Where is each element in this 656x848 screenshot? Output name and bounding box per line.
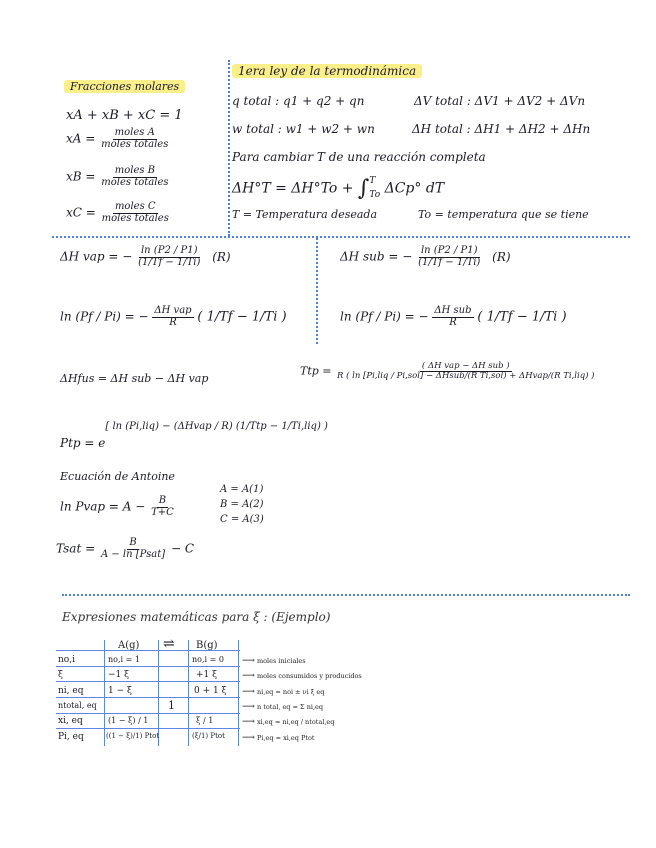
- t-definition: T = Temperatura deseada: [232, 208, 378, 221]
- antoine-title: Ecuación de Antoine: [60, 470, 175, 483]
- ptp-equation: Ptp = e[ ln (Pi,liq) − (ΔHvap / R) (1/Ttp − 1/Ti,liq) ): [60, 421, 328, 450]
- dh-sub-equation: ΔH sub = − $\frac{\ln (P2 / P1)}{(1/Tf - 1/Ti)}$ (R): [340, 245, 511, 268]
- col-header-eq: ⇌: [163, 636, 175, 652]
- table-col-line: [188, 640, 189, 746]
- row-label: ni, eq: [58, 686, 84, 696]
- row-label: Pi, eq: [58, 732, 84, 742]
- to-definition: To = temperatura que se tiene: [418, 208, 589, 221]
- tsat-equation: Tsat = $\frac{B}{\text{A − ln [Psat]}}$ − C: [56, 537, 195, 560]
- horizontal-divider-1: [52, 236, 630, 238]
- integral-sign: ∫: [357, 175, 370, 201]
- cell-b: 0 + 1 ξ: [194, 686, 227, 696]
- table-row-line: [56, 728, 240, 729]
- cell-b: ξ / 1: [196, 716, 214, 725]
- table-col-line: [104, 640, 105, 746]
- cell-a: −1 ξ: [108, 670, 130, 680]
- table-col-line: [158, 640, 159, 746]
- row-label: no,i: [58, 655, 75, 665]
- table-row-line: [56, 681, 240, 682]
- row-note: ⟶ xi,eq = ni,eq / ntotal,eq: [242, 717, 335, 727]
- cell-a: 1 − ξ: [108, 686, 132, 696]
- ln-vap-equation: ln (Pf / Pi) = − $\frac{\text{ΔH vap}}{R}$ ( 1/Tf − 1/Ti ): [60, 305, 287, 328]
- antoine-a: A = A(1): [220, 484, 264, 495]
- table-col-line: [238, 640, 239, 746]
- xc-equation: xC = $\frac{\text{moles C}}{\text{moles totales}}$: [66, 201, 169, 224]
- row-label: xi, eq: [58, 716, 83, 726]
- cell-mid: 1: [168, 699, 175, 712]
- dh-fus-equation: ΔHfus = ΔH sub − ΔH vap: [60, 372, 209, 385]
- row-note: ⟶ Pi,eq = xi,eq Ptot: [242, 733, 315, 743]
- vertical-divider-mid: [316, 238, 318, 344]
- row-note: ⟶ ni,eq = noi ± νi ξ eq: [242, 687, 325, 697]
- fracciones-sum-eq: xA + xB + xC = 1: [66, 108, 183, 123]
- table-row-line: [56, 713, 240, 714]
- xa-equation: xA = $\frac{\text{moles A}}{\text{moles totales}}$: [66, 127, 169, 150]
- vertical-divider-top: [228, 60, 230, 236]
- table-row-line: [56, 697, 240, 698]
- termo-title: 1era ley de la termodinámica: [232, 64, 422, 78]
- cell-b: (ξ/1) Ptot: [192, 732, 225, 740]
- col-header-a: A(g): [118, 640, 140, 651]
- row-note: ⟶ moles iniciales: [242, 656, 306, 666]
- fracciones-title: Fracciones molares: [64, 80, 185, 93]
- dh-total: ΔH total : ΔH1 + ΔH2 + ΔHn: [412, 122, 591, 136]
- ttp-equation: Ttp = ( ΔH vap − ΔH sub ) R ( ln [Pi,liq / Pi,sol] − ΔHsub/(R Ti,sol) + ΔHvap/(R Ti,liq) ): [300, 361, 595, 381]
- ln-sub-equation: ln (Pf / Pi) = − $\frac{\text{ΔH sub}}{R}$ ( 1/Tf − 1/Ti ): [340, 305, 567, 328]
- row-note: ⟶ moles consumidos y producidos: [242, 671, 362, 681]
- row-label: ξ: [58, 670, 63, 680]
- cell-a: ((1 − ξ)/1) Ptot: [106, 732, 160, 740]
- xb-equation: xB = $\frac{\text{moles B}}{\text{moles totales}}$: [66, 165, 169, 188]
- cell-b: +1 ξ: [196, 670, 218, 680]
- antoine-equation: ln Pvap = A − $\frac{B}{T+C}$: [60, 495, 174, 518]
- kirchhoff-equation: ΔH°T = ΔH°To + ∫ T To ΔCp° dT: [232, 175, 445, 201]
- row-note: ⟶ n total, eq = Σ ni,eq: [242, 702, 324, 712]
- cell-b: no,i = 0: [192, 655, 224, 664]
- dh-vap-equation: ΔH vap = − $\frac{\ln (P2 / P1)}{(1/Tf - 1/Ti)}$ (R): [60, 245, 231, 268]
- dv-total: ΔV total : ΔV1 + ΔV2 + ΔVn: [414, 94, 586, 108]
- row-label: ntotal, eq: [58, 701, 97, 710]
- cell-a: (1 − ξ) / 1: [108, 716, 149, 725]
- cambiar-t: Para cambiar T de una reacción completa: [232, 150, 486, 164]
- cell-a: no,i = 1: [108, 655, 140, 664]
- q-total: q total : q1 + q2 + qn: [232, 94, 365, 108]
- antoine-c: C = A(3): [220, 514, 264, 525]
- antoine-b: B = A(2): [220, 499, 264, 510]
- horizontal-divider-2: [62, 594, 630, 596]
- w-total: w total : w1 + w2 + wn: [232, 122, 375, 136]
- tabla-title: Expresiones matemáticas para ξ : (Ejemplo): [62, 610, 331, 624]
- table-row-line: [56, 666, 240, 667]
- col-header-b: B(g): [196, 640, 218, 651]
